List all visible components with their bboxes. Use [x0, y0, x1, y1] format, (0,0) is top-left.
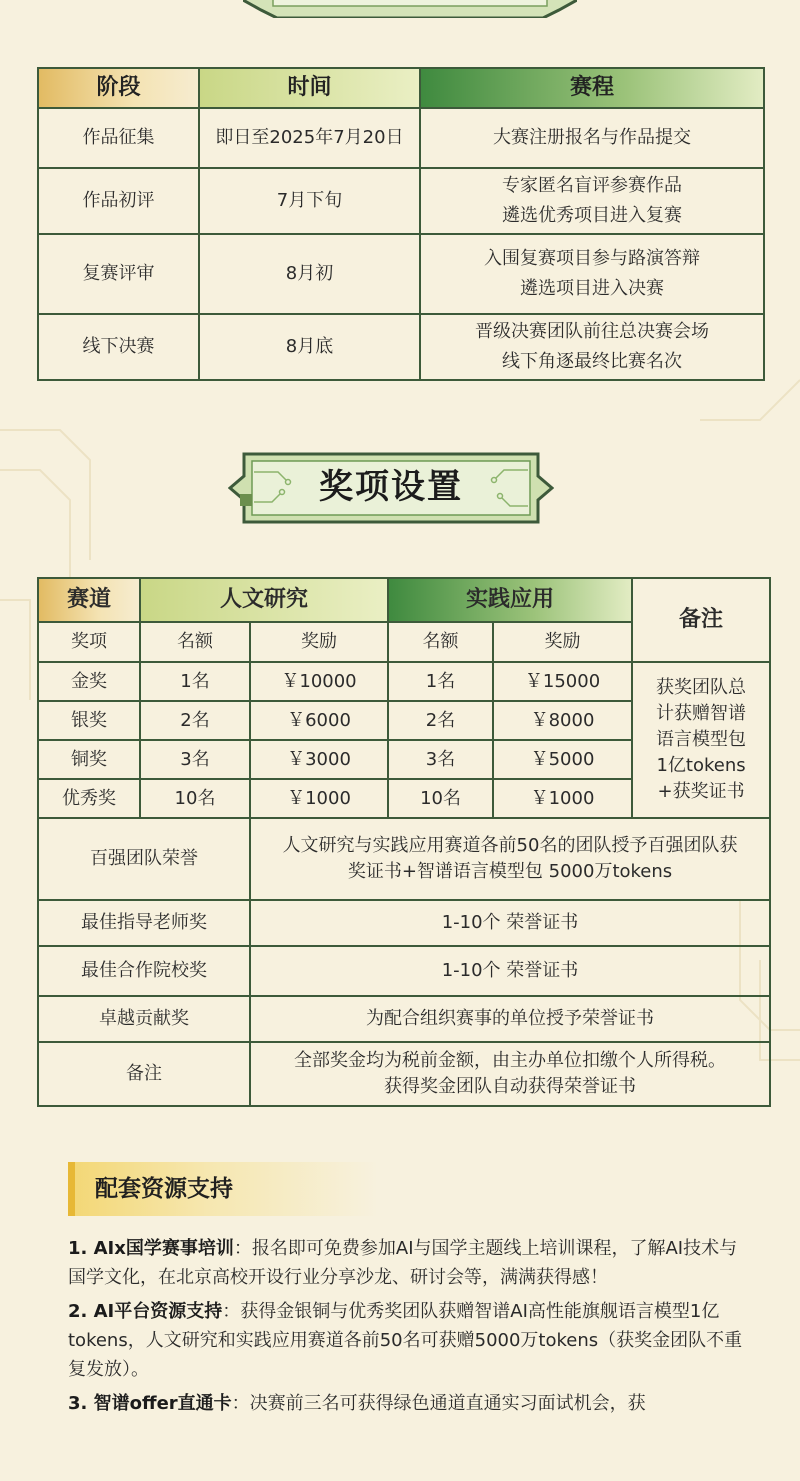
- practice-reward: ￥1000: [493, 779, 632, 818]
- extra-award-detail: [250, 818, 770, 900]
- agenda-line: 遴选项目进入决赛: [520, 278, 664, 299]
- subheader-prize: 奖项: [38, 622, 140, 662]
- awards-section-title-banner: [228, 452, 554, 524]
- extra-award-detail: 1-10个 荣誉证书: [250, 900, 770, 946]
- detail-line: 奖证书+智谱语言模型包 5000万tokens: [347, 861, 673, 882]
- table-row: [38, 1042, 770, 1106]
- schedule-agenda: [420, 108, 764, 168]
- practice-quota: 1名: [388, 662, 493, 701]
- list-item: [68, 1389, 748, 1418]
- extra-award-label: 卓越贡献奖: [38, 996, 250, 1042]
- resource-item-text: ：报名即可免费参加AI与国学主题线上培训课程，了解AI技术与国学文化，在北京高校开设行业分享沙龙、研讨会等，满满获得感！: [68, 1238, 738, 1288]
- resource-item-text: ：决赛前三名可获得绿色通道直通实习面试机会，获: [231, 1393, 646, 1414]
- subheader-reward: 奖励: [250, 622, 388, 662]
- prize-note-line: +获奖证书: [657, 781, 745, 802]
- schedule-stage: 作品征集: [38, 108, 199, 168]
- schedule-time: 8月初: [199, 234, 420, 314]
- practice-quota: 2名: [388, 701, 493, 740]
- humanities-quota: 10名: [140, 779, 250, 818]
- list-item: [68, 1234, 748, 1292]
- practice-quota: 10名: [388, 779, 493, 818]
- agenda-line: 入围复赛项目参与路演答辩: [484, 248, 700, 269]
- schedule-stage: 复赛评审: [38, 234, 199, 314]
- schedule-time: 8月底: [199, 314, 420, 380]
- practice-quota: 3名: [388, 740, 493, 779]
- schedule-time: 7月下旬: [199, 168, 420, 234]
- table-row: [38, 662, 770, 701]
- list-item: [68, 1297, 748, 1384]
- table-row: [38, 314, 764, 380]
- schedule-agenda: [420, 314, 764, 380]
- top-banner-decoration: [243, 0, 577, 18]
- humanities-reward: ￥6000: [250, 701, 388, 740]
- table-row: [38, 818, 770, 900]
- header-track: 赛道: [38, 578, 140, 622]
- prize-note-line: 获奖团队总: [656, 677, 747, 698]
- prize-name: 金奖: [38, 662, 140, 701]
- header-humanities: 人文研究: [140, 578, 388, 622]
- resource-item-heading: 3. 智谱offer直通卡: [68, 1393, 232, 1414]
- table-row: [38, 108, 764, 168]
- schedule-stage: 线下决赛: [38, 314, 199, 380]
- schedule-header-agenda: 赛程: [420, 68, 764, 108]
- header-practice: 实践应用: [388, 578, 632, 622]
- schedule-table: [37, 67, 765, 381]
- subheader-reward: 奖励: [493, 622, 632, 662]
- humanities-quota: 3名: [140, 740, 250, 779]
- schedule-stage: 作品初评: [38, 168, 199, 234]
- practice-reward: ￥15000: [493, 662, 632, 701]
- prize-note-line: 语言模型包: [656, 729, 747, 750]
- extra-award-label: 最佳合作院校奖: [38, 946, 250, 996]
- agenda-line: 大赛注册报名与作品提交: [493, 127, 691, 148]
- table-row: [38, 234, 764, 314]
- schedule-agenda: [420, 234, 764, 314]
- agenda-line: 晋级决赛团队前往总决赛会场: [475, 321, 709, 342]
- agenda-line: 线下角逐最终比赛名次: [502, 351, 682, 372]
- humanities-quota: 1名: [140, 662, 250, 701]
- schedule-time: 即日至2025年7月20日: [199, 108, 420, 168]
- prize-name: 银奖: [38, 701, 140, 740]
- agenda-line: 遴选优秀项目进入复赛: [502, 205, 682, 226]
- extra-award-label: 备注: [38, 1042, 250, 1106]
- schedule-agenda: [420, 168, 764, 234]
- humanities-reward: ￥1000: [250, 779, 388, 818]
- table-row: [38, 168, 764, 234]
- schedule-header-row: [38, 68, 764, 108]
- schedule-header-time: 时间: [199, 68, 420, 108]
- prize-note-line: 1亿tokens: [656, 755, 746, 776]
- resources-title-banner: [68, 1162, 378, 1216]
- subheader-quota: 名额: [140, 622, 250, 662]
- extra-award-detail: 为配合组织赛事的单位授予荣誉证书: [250, 996, 770, 1042]
- humanities-reward: ￥3000: [250, 740, 388, 779]
- resource-item-heading: 2. AI平台资源支持: [68, 1301, 223, 1322]
- prize-note: [632, 662, 770, 818]
- subheader-quota: 名额: [388, 622, 493, 662]
- awards-table: [37, 577, 771, 1107]
- resource-item-text: ：获得金银铜与优秀奖团队获赠智谱AI高性能旗舰语言模型1亿tokens，人文研究和实践应用赛道各前50名可获赠5000万tokens（获奖金团队不重复发放）。: [68, 1301, 743, 1380]
- resource-item-heading: 1. AIx国学赛事培训: [68, 1238, 234, 1259]
- table-row: [38, 900, 770, 946]
- practice-reward: ￥8000: [493, 701, 632, 740]
- extra-award-label: 最佳指导老师奖: [38, 900, 250, 946]
- awards-header-row: [38, 578, 770, 622]
- prize-name: 铜奖: [38, 740, 140, 779]
- awards-section-title: 奖项设置: [319, 467, 463, 507]
- accent-bar: [68, 1162, 75, 1216]
- humanities-reward: ￥10000: [250, 662, 388, 701]
- table-row: [38, 946, 770, 996]
- agenda-line: 专家匿名盲评参赛作品: [502, 175, 682, 196]
- extra-award-detail: [250, 1042, 770, 1106]
- detail-line: 人文研究与实践应用赛道各前50名的团队授予百强团队获: [282, 835, 738, 856]
- humanities-quota: 2名: [140, 701, 250, 740]
- table-row: [38, 996, 770, 1042]
- extra-award-label: 百强团队荣誉: [38, 818, 250, 900]
- practice-reward: ￥5000: [493, 740, 632, 779]
- schedule-header-stage: 阶段: [38, 68, 199, 108]
- resources-list: [68, 1234, 748, 1423]
- prize-note-line: 计获赠智谱: [656, 703, 747, 724]
- detail-line: 全部奖金均为税前金额，由主办单位扣缴个人所得税。: [294, 1050, 727, 1071]
- header-note: 备注: [632, 578, 770, 662]
- prize-name: 优秀奖: [38, 779, 140, 818]
- detail-line: 获得奖金团队自动获得荣誉证书: [384, 1076, 637, 1097]
- extra-award-detail: 1-10个 荣誉证书: [250, 946, 770, 996]
- resources-title: 配套资源支持: [95, 1176, 233, 1202]
